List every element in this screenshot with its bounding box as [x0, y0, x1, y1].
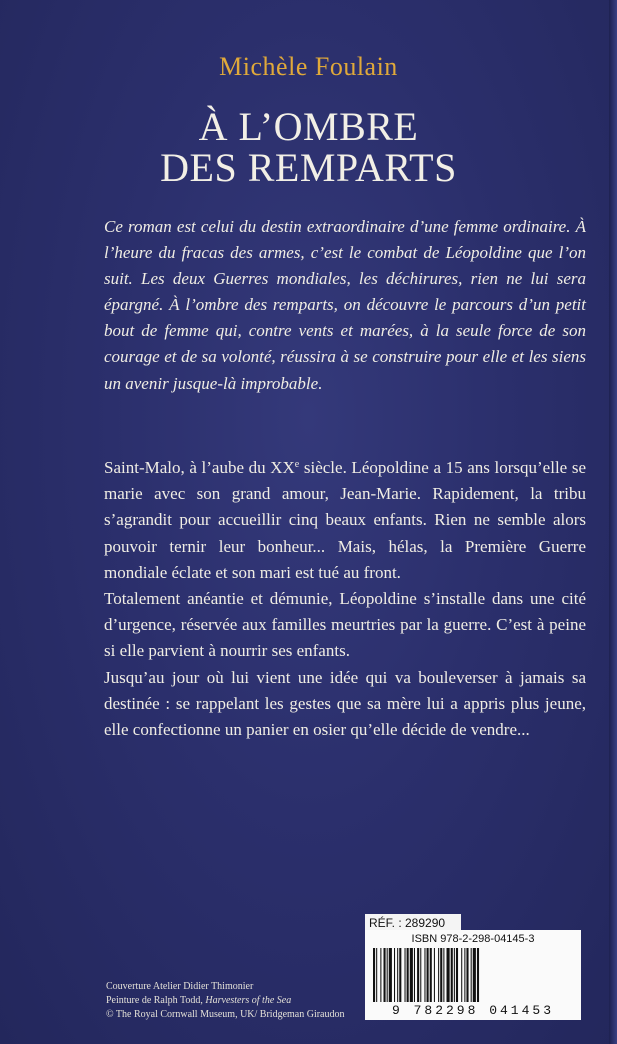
title-line-2: DES REMPARTS	[160, 145, 457, 190]
synopsis-p1-start: Saint-Malo, à l’aube du XX	[104, 458, 295, 477]
century-superscript: e	[294, 459, 300, 470]
synopsis-p1-rest: siècle. Léopoldine a 15 ans lorsqu’elle se marie avec son grand amour, Jean-Marie. Rapidement, la tribu s’agrandit pour accueillir cinq beaux enfants. Rien ne semble alors pouvoir ternir leur bonheur... Mais, hélas, la Première Guerre mondiale éclate et son mari est tué au front.	[104, 458, 587, 582]
synopsis-paragraph-1	[104, 455, 586, 586]
book-title	[0, 106, 617, 188]
barcode-digits: 9 782298 041453	[391, 1003, 555, 1018]
synopsis-paragraph-2: Totalement anéantie et démunie, Léopoldine s’installe dans une cité d’urgence, réservée aux familles meurtries par la guerre. C’est à peine si elle parvient à nourrir ses enfants.	[104, 589, 586, 661]
credit-line-3: © The Royal Cornwall Museum, UK/ Bridgeman Giraudon	[106, 1009, 345, 1020]
isbn-label: ISBN 978-2-298-04145-3	[411, 933, 535, 945]
cover-credits	[106, 980, 345, 1022]
reference-label: RÉF. : 289290	[365, 914, 461, 932]
synopsis-paragraph-3: Jusqu’au jour où lui vient une idée qui va bouleverser à jamais sa destinée : se rappelant les gestes que sa mère lui a appris plus jeune, elle confectionne un panier en osier qu’elle décide de vendre...	[104, 667, 586, 740]
title-line-1: À L’OMBRE	[198, 104, 419, 149]
barcode-image	[373, 948, 573, 1002]
painting-title: Harvesters of the Sea	[205, 995, 292, 1006]
summary-paragraph: Ce roman est celui du destin extraordinaire d’une femme ordinaire. À l’heure du fracas des armes, c’est le combat de Léopoldine que l’on suit. Les deux Guerres mondiales, les déchirures, rien ne lui sera épargné. À l’ombre des remparts, on découvre le parcours d’un petit bout de femme qui, contre vents et marées, à la seule force de son courage et de sa volonté, réussira à se construire pour elle et les siens un avenir jusque-là improbable.	[104, 217, 586, 393]
credit-line-1: Couverture Atelier Didier Thimonier	[106, 981, 254, 992]
author-name: Michèle Foulain	[219, 52, 398, 81]
synopsis	[104, 455, 586, 743]
credit-line-2	[106, 994, 345, 1008]
credit-painter: Peinture de Ralph Todd,	[106, 995, 206, 1006]
barcode-panel	[365, 930, 581, 1020]
